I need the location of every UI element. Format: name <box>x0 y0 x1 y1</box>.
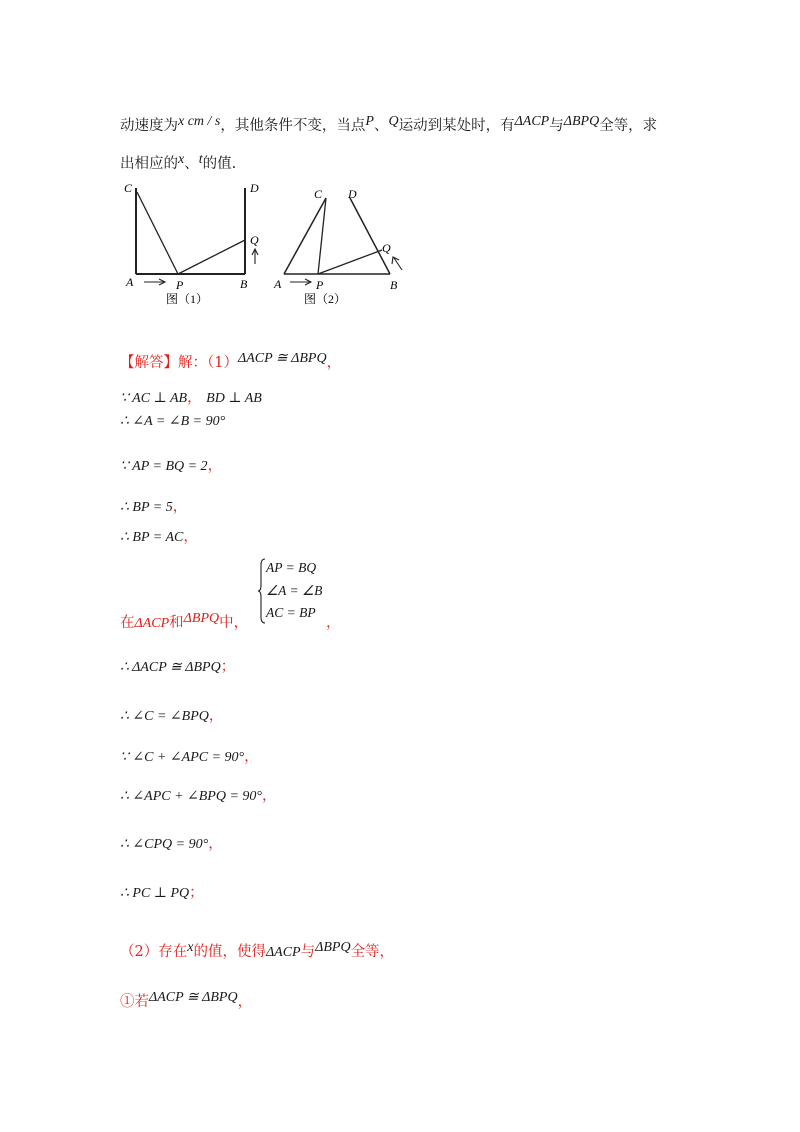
step-7 <box>120 611 248 632</box>
step-11 <box>120 784 277 805</box>
math-expr: ∵ AC ⊥ AB <box>120 391 188 406</box>
problem-text: ，其他条件不变，当点 <box>220 118 366 134</box>
fig1-label-d: D <box>250 181 259 195</box>
math-point-q: Q <box>388 114 399 129</box>
problem-text: 、 <box>184 156 199 172</box>
math-congruence: ΔACP ≅ ΔBPQ <box>237 351 327 366</box>
math-triangle-acp: ΔACP <box>514 114 550 129</box>
fig1-label-c: C <box>124 181 133 195</box>
solution-text: （2）存在 <box>120 944 188 960</box>
step-2 <box>120 386 262 407</box>
punct: ， <box>187 390 202 406</box>
brace-line: AP = BQ <box>266 560 317 575</box>
solution-text: 解：（1） <box>178 355 238 371</box>
solution-text: 全等， <box>350 944 395 960</box>
fig2-label-b: B <box>390 278 398 292</box>
figure-2 <box>268 178 418 312</box>
fig1-caption: 图（1） <box>166 292 209 306</box>
brace-line: ∠A = ∠B <box>266 583 323 598</box>
math-expr: ∴ ∠C = ∠BPQ <box>120 709 209 724</box>
punct: ， <box>237 994 253 1010</box>
step-8 <box>120 655 235 676</box>
solution-text: 和 <box>169 615 184 631</box>
step-12 <box>120 832 223 853</box>
step-9 <box>120 704 223 725</box>
figure-1 <box>120 178 260 312</box>
fig2-label-c: C <box>314 187 323 201</box>
punct: ， <box>172 499 188 515</box>
fig1-label-p: P <box>176 278 184 292</box>
math-expr: ∴ PC ⊥ PQ <box>120 886 190 901</box>
step-6 <box>120 525 198 546</box>
math-congruence: ΔACP ≅ ΔBPQ <box>149 990 238 1005</box>
punct: ， <box>326 615 341 631</box>
math-expr: ∴ ∠APC + ∠BPQ = 90° <box>120 789 263 804</box>
fig2-label-d: D <box>348 187 357 201</box>
punct: ， <box>207 458 223 474</box>
math-x: x <box>187 940 194 955</box>
problem-text: 的值. <box>202 156 237 172</box>
fig1-label-a: A <box>126 275 134 289</box>
solution-text: 在 <box>120 615 135 631</box>
punct: ， <box>208 836 223 852</box>
part-2-heading <box>120 940 394 961</box>
step-3 <box>120 413 225 430</box>
solution-text: 的值，使得 <box>193 944 266 960</box>
math-triangle-acp: ΔACP <box>134 616 170 631</box>
solution-header <box>120 351 341 372</box>
fig1-label-q: Q <box>250 233 259 247</box>
problem-text: 运动到某处时，有 <box>398 118 515 134</box>
math-t: t <box>198 152 203 167</box>
solution-text: ①若 <box>120 994 149 1010</box>
math-x: x <box>178 152 185 167</box>
math-triangle-bpq: ΔBPQ <box>315 940 351 955</box>
fig2-label-q: Q <box>382 241 391 255</box>
math-expr: ∵ AP = BQ = 2 <box>120 459 208 474</box>
math-expr: ∴ ∠CPQ = 90° <box>120 837 209 852</box>
step-5 <box>120 495 187 516</box>
punct: ； <box>220 659 236 675</box>
solution-text: 中， <box>219 615 249 631</box>
problem-text: 与 <box>549 118 564 134</box>
problem-line-2 <box>120 152 236 173</box>
punct: ； <box>189 885 204 901</box>
math-speed: x cm / s <box>178 114 221 129</box>
math-expr: ∴ BP = AC <box>120 530 184 545</box>
fig2-label-p: P <box>316 278 324 292</box>
step-7-end <box>326 611 341 632</box>
math-expr: ∴ ΔACP ≅ ΔBPQ <box>120 660 221 675</box>
problem-text: 、 <box>373 118 389 134</box>
problem-text: 全等，求 <box>599 118 658 134</box>
math-point-p: P <box>365 114 374 129</box>
math-triangle-acp: ΔACP <box>265 945 301 960</box>
problem-text: 动速度为 <box>120 118 178 134</box>
problem-line-1 <box>120 114 657 135</box>
math-expr: ∴ BP = 5 <box>120 500 173 515</box>
punct: ， <box>262 788 277 804</box>
solution-text: 与 <box>300 944 316 960</box>
fig2-label-a: A <box>274 277 282 291</box>
math-triangle-bpq: ΔBPQ <box>183 611 220 626</box>
step-10 <box>120 745 259 766</box>
punct: ， <box>208 708 224 724</box>
problem-text: 出相应的 <box>120 156 178 172</box>
step-13 <box>120 881 204 902</box>
solution-text: ， <box>326 355 342 371</box>
solution-tag: 【解答】 <box>120 355 178 371</box>
fig2-caption: 图（2） <box>304 292 347 306</box>
math-expr: ∵ ∠C + ∠APC = 90° <box>120 750 245 765</box>
math-expr: BD ⊥ AB <box>206 391 262 406</box>
brace-line: AC = BP <box>266 605 316 620</box>
punct: ， <box>183 529 198 545</box>
math-triangle-bpq: ΔBPQ <box>563 114 600 129</box>
case-1 <box>120 990 252 1011</box>
punct: ， <box>244 749 259 765</box>
fig1-label-b: B <box>240 277 248 291</box>
math-expr: ∴ ∠A = ∠B = 90° <box>120 414 226 429</box>
step-4 <box>120 454 222 475</box>
